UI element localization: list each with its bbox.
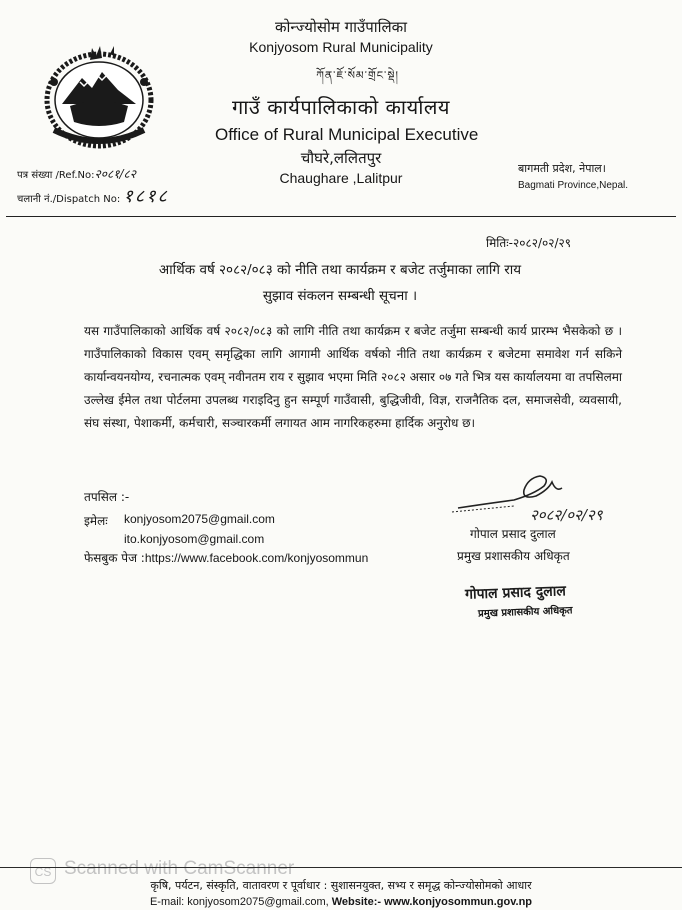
signatory-name: गोपाल प्रसाद दुलाल (470, 527, 556, 541)
footer-email[interactable]: konjyosom2075@gmail.com, (187, 896, 329, 908)
ref-number (17, 165, 136, 182)
footer-website-label: Website:- (331, 896, 382, 908)
province-en: Bagmati Province,Nepal. (518, 180, 629, 191)
email-label: इमेलः (84, 514, 108, 528)
footer-tagline: कृषि, पर्यटन, संस्कृति, वातावरण र पूर्वाधार : सुशासनयुक्त, सभ्य र समृद्ध कोन्ज्योसोमको आधार (150, 879, 532, 892)
office-title-en: Office of Rural Municipal Executive (215, 125, 479, 144)
email-secondary[interactable]: ito.konjyosom@gmail.com (124, 532, 265, 546)
province-np: बागमती प्रदेश, नेपाल। (518, 162, 606, 175)
footer-email-label: E-mail: (149, 896, 185, 908)
address-np: चौघरे,ललितपुर (300, 149, 382, 167)
footer-website[interactable]: www.konjyosommun.gov.np (384, 896, 533, 908)
dispatch-label: चलानी नं./Dispatch No: (17, 194, 121, 205)
camscanner-logo: CS (30, 858, 56, 884)
handwritten-signature (444, 464, 648, 528)
seal-stamp-name: गोपाल प्रसाद दुलाल (464, 583, 567, 603)
seal-stamp-title: प्रमुख प्रशासकीय अधिकृत (477, 605, 573, 620)
ref-value: २०८१/८२ (94, 167, 137, 181)
dispatch-value: १८१८ (123, 186, 169, 207)
signatory-title: प्रमुख प्रशासकीय अधिकृत (457, 549, 570, 563)
municipality-name-en: Konjyosom Rural Municipality (249, 39, 433, 55)
letter-subject (40, 257, 640, 309)
facebook-label: फेसबुक पेज : (84, 551, 145, 565)
tibetan-script-line: ཀོན་ཇོ་སོམ་གྲོང་སྡེ། (316, 69, 399, 82)
municipality-name-np: कोन्ज्योसोम गाउँपालिका (274, 18, 408, 36)
subject-line-2: सुझाव संकलन सम्बन्धी सूचना । (262, 288, 418, 304)
signature-date: २०८२/०२/२९ (530, 506, 603, 524)
footer-divider (0, 867, 682, 868)
address-en: Chaughare ,Lalitpur (279, 170, 403, 186)
facebook-link[interactable]: https://www.facebook.com/konjyosommun (144, 551, 369, 565)
letter-date: मितिः-२०८२/०२/२९ (486, 236, 571, 250)
facebook-line (84, 549, 368, 566)
footer-contact (0, 896, 682, 908)
office-title-np: गाउँ कार्यपालिकाको कार्यालय (231, 95, 451, 119)
subject-line-1: आर्थिक वर्ष २०८२/०८३ को नीति तथा कार्यक्रम र बजेट तर्जुमाका लागि राय (158, 262, 522, 278)
enclosure-label: तपसिल :- (84, 490, 130, 504)
watermark-text: Scanned with CamScanner (64, 858, 295, 879)
ref-label: पत्र संख्या /Ref.No: (17, 170, 95, 181)
dispatch-number (17, 184, 169, 208)
letter-body: यस गाउँपालिकाको आर्थिक वर्ष २०८२/०८३ को लागि नीति तथा कार्यक्रम र बजेट तर्जुमा सम्बन्धी कार्य प्रारम्भ भैसकेको छ । गाउँपालिकाको विकास एवम् समृद्धिका लागि आगामी आर्थिक वर्षको नीति तथा कार्यक्रम र बजेटमा समावेश गर्न सकिने कार्यान्वयनयोग्य, रचनात्मक एवम् नवीनतम राय र सुझाव भएमा मिति २०८२ असार ०७ गते भित्र यस कार्यालयमा वा तपसिलमा उल्लेख ईमेल तथा पोर्टलमा उपलब्ध गराइदिनु हुन सम्पूर्ण गाउँवासी, बुद्धिजीवी, विज्ञ, राजनैतिक दल, समाजसेवी, व्यवसायी, संघ संस्था, पेशाकर्मी, कर्मचारी, सञ्चारकर्मी लगायत आम नागरिकहरुमा हार्दिक अनुरोध छ। (84, 324, 622, 430)
email-primary[interactable]: konjyosom2075@gmail.com (124, 512, 275, 526)
header-divider (6, 216, 676, 217)
